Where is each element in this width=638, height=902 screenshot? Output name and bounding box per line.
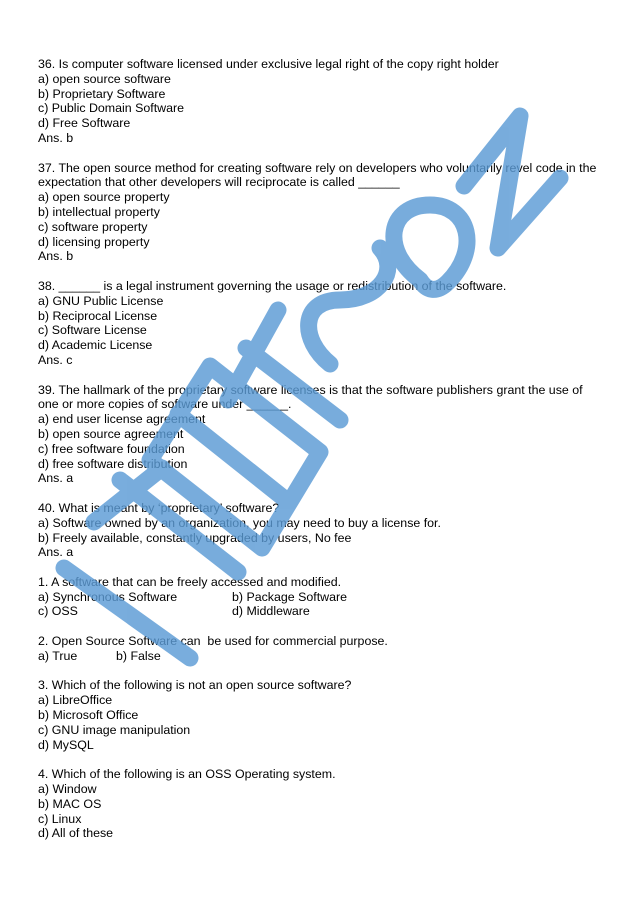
option-b: b) Microsoft Office	[38, 708, 139, 723]
option-d: d) free software distribution	[38, 456, 188, 471]
question-block-38	[38, 279, 600, 368]
question-text: 40. What is meant by ‘proprietary’ software?	[38, 500, 280, 515]
question-text: 39. The hallmark of the proprietary software licenses is that the software publishers grant the use of one or more copies of software under ______.	[38, 382, 583, 412]
option-d: d) Academic License	[38, 338, 153, 353]
question-text: 1. A software that can be freely accessed and modified.	[38, 574, 342, 589]
option-c: c) GNU image manipulation	[38, 722, 191, 737]
option-a: a) GNU Public License	[38, 293, 164, 308]
question-block-1	[38, 575, 600, 619]
answer-text: Ans. a	[38, 471, 74, 486]
option-a: a) end user license agreement	[38, 412, 206, 427]
option-c: c) Software License	[38, 323, 147, 338]
question-block-40	[38, 501, 600, 560]
option-b: b) Package Software	[232, 589, 348, 604]
question-block-2	[38, 634, 600, 664]
option-b: b) Proprietary Software	[38, 86, 166, 101]
question-text: 3. Which of the following is not an open source software?	[38, 678, 352, 693]
question-block-39	[38, 383, 600, 487]
question-block-36	[38, 57, 600, 146]
option-a: a) open source software	[38, 71, 171, 86]
option-a: a) Software owned by an organization, you may need to buy a license for.	[38, 515, 441, 530]
option-b: b) intellectual property	[38, 204, 160, 219]
option-b: b) open source agreement	[38, 426, 184, 441]
option-d: d) All of these	[38, 826, 114, 841]
option-b: b) False	[116, 648, 161, 663]
option-row	[38, 604, 600, 619]
option-a: a) Synchronous Software	[38, 589, 178, 604]
option-row	[38, 590, 600, 605]
option-c: c) Public Domain Software	[38, 101, 184, 116]
question-block-37	[38, 161, 600, 265]
option-a: a) True	[38, 648, 78, 663]
option-c: c) Linux	[38, 811, 82, 826]
option-d: d) licensing property	[38, 234, 150, 249]
option-d: d) Free Software	[38, 116, 131, 131]
question-text: 2. Open Source Software can be used for commercial purpose.	[38, 634, 388, 649]
option-row	[38, 649, 600, 664]
answer-text: Ans. a	[38, 545, 74, 560]
answer-text: Ans. c	[38, 352, 73, 367]
option-b: b) Freely available, constantly upgraded by users, No fee	[38, 530, 352, 545]
document-page	[38, 57, 600, 841]
question-text: 37. The open source method for creating software rely on developers who voluntarily revel code in the expectation that other developers will reciprocate is called ______	[38, 160, 597, 190]
option-b: b) Reciprocal License	[38, 308, 158, 323]
question-block-4	[38, 767, 600, 841]
option-a: a) Window	[38, 782, 97, 797]
question-text: 4. Which of the following is an OSS Operating system.	[38, 767, 336, 782]
question-block-3	[38, 678, 600, 752]
option-c: c) free software foundation	[38, 441, 185, 456]
answer-text: Ans. b	[38, 130, 74, 145]
option-d: d) Middleware	[232, 604, 310, 619]
question-text: 38. ______ is a legal instrument governing the usage or redistribution of the software.	[38, 278, 507, 293]
option-a: a) LibreOffice	[38, 693, 113, 708]
option-b: b) MAC OS	[38, 796, 102, 811]
option-c: c) software property	[38, 219, 148, 234]
option-c: c) OSS	[38, 604, 78, 619]
answer-text: Ans. b	[38, 249, 74, 264]
question-text: 36. Is computer software licensed under exclusive legal right of the copy right holder	[38, 57, 499, 71]
option-a: a) open source property	[38, 190, 170, 205]
option-d: d) MySQL	[38, 737, 94, 752]
